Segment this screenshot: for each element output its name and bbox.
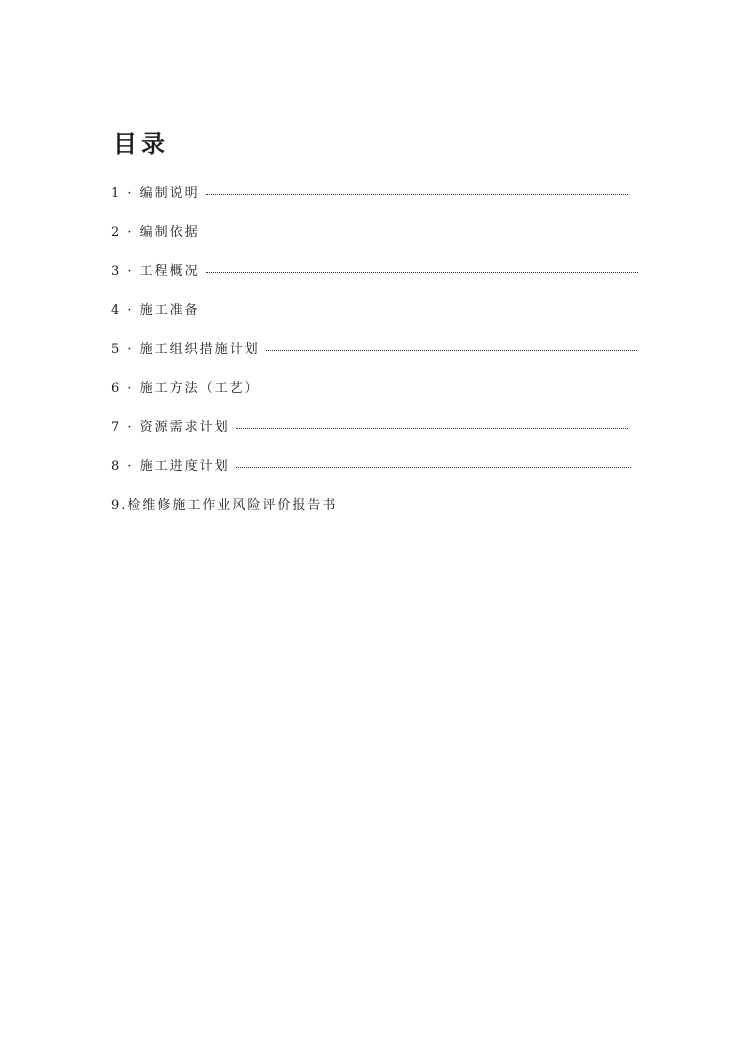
toc-entry-label: 6 · 施工方法（工艺）: [111, 380, 260, 396]
toc-entry-label: 9.检维修施工作业风险评价报告书: [111, 497, 338, 513]
toc-entry-5[interactable]: [111, 338, 637, 356]
toc-entry-4[interactable]: [111, 299, 200, 317]
toc-entry-6[interactable]: [111, 377, 260, 395]
toc-entry-label: 1 · 编制说明: [111, 185, 200, 201]
toc-dot-leader: [236, 428, 628, 429]
toc-entry-label: 2 · 编制依据: [111, 224, 200, 240]
toc-entry-1[interactable]: [111, 182, 628, 200]
toc-entry-label: 8 · 施工进度计划: [111, 458, 230, 474]
toc-dot-leader: [206, 272, 638, 273]
toc-entry-9[interactable]: [111, 494, 337, 512]
toc-entry-2[interactable]: [111, 221, 200, 239]
toc-entry-label: 7 · 资源需求计划: [111, 419, 230, 435]
toc-dot-leader: [266, 350, 637, 351]
toc-entry-label: 3 · 工程概况: [111, 263, 200, 279]
toc-dot-leader: [236, 467, 631, 468]
page-title: 目录: [113, 130, 169, 158]
toc-entry-label: 4 · 施工准备: [111, 302, 200, 318]
toc-entry-3[interactable]: [111, 260, 638, 278]
toc-entry-8[interactable]: [111, 455, 631, 473]
toc-dot-leader: [206, 194, 628, 195]
toc-entry-7[interactable]: [111, 416, 628, 434]
toc-entry-label: 5 · 施工组织措施计划: [111, 341, 260, 357]
